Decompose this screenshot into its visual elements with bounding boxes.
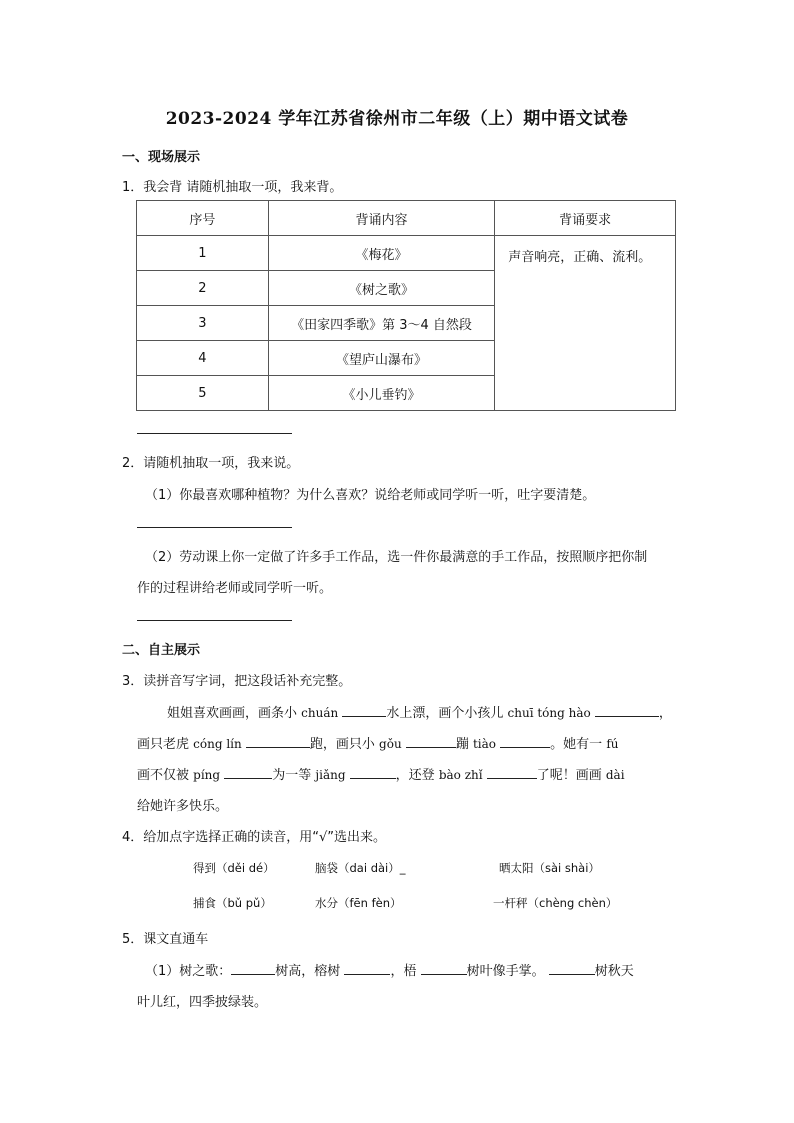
- pinyin-hint: chuán: [301, 706, 339, 720]
- answer-blank[interactable]: [350, 766, 396, 779]
- row-number: 2: [137, 271, 269, 306]
- header-number: 序号: [137, 201, 269, 236]
- requirement-cell: 声音响亮，正确、流利。: [495, 236, 676, 411]
- pronunciation-option[interactable]: 一杆秤（chèng chèn）: [493, 896, 618, 910]
- answer-blank[interactable]: [549, 962, 595, 975]
- row-content: 《田家四季歌》第 3～4 自然段: [268, 306, 495, 341]
- row-content: 《小儿垂钓》: [268, 376, 495, 411]
- answer-blank[interactable]: [342, 704, 386, 717]
- answer-blank[interactable]: [595, 704, 659, 717]
- pinyin-hint: cóng lín: [193, 737, 242, 751]
- question-2-sub2-line2: 作的过程讲给老师或同学听一听。: [137, 581, 333, 596]
- pronunciation-option[interactable]: 捕食（bǔ pǔ）: [193, 896, 272, 910]
- q3-text: 了呢！画画: [536, 768, 602, 783]
- answer-blank[interactable]: [231, 962, 275, 975]
- q5-text: 树叶像手掌。: [466, 964, 545, 979]
- q3-line-2: [137, 733, 618, 752]
- section-heading-2: 二、自主展示: [122, 643, 201, 658]
- q3-text: 蹦: [455, 737, 469, 752]
- pronunciation-option[interactable]: 晒太阳（sài shài）: [499, 861, 600, 875]
- pinyin-hint: fú: [606, 737, 619, 751]
- question-4-stem: 4．给加点字选择正确的读音，用“√”选出来。: [122, 830, 387, 845]
- q3-text: 姐姐喜欢画画，画条小: [167, 706, 298, 721]
- row-content: 《树之歌》: [268, 271, 495, 306]
- answer-blank[interactable]: [500, 735, 550, 748]
- q3-line-4: 给她许多快乐。: [137, 799, 229, 814]
- table-header-row: [137, 201, 676, 236]
- table-row: [137, 236, 676, 271]
- row-number: 4: [137, 341, 269, 376]
- recitation-table: [136, 200, 676, 411]
- pinyin-hint: píng: [193, 768, 221, 782]
- question-3-stem: 3．读拼音写字词，把这段话补充完整。: [122, 674, 352, 689]
- question-2-sub1: （1）你最喜欢哪种植物？为什么喜欢？说给老师或同学听一听，吐字要清楚。: [145, 488, 596, 503]
- header-requirement: 背诵要求: [495, 201, 676, 236]
- q3-line-3: [137, 764, 625, 783]
- answer-blank[interactable]: [406, 735, 456, 748]
- pinyin-hint: chuī tóng hào: [507, 706, 591, 720]
- answer-blank[interactable]: [421, 962, 467, 975]
- answer-line[interactable]: [137, 433, 292, 434]
- row-number: 5: [137, 376, 269, 411]
- row-content: 《望庐山瀑布》: [268, 341, 495, 376]
- q5-line-2: 叶儿红，四季披绿装。: [137, 995, 268, 1010]
- pinyin-hint: gǒu: [379, 737, 402, 751]
- page-title: 2023-2024 学年江苏省徐州市二年级（上）期中语文试卷: [165, 109, 629, 129]
- q5-text: （1）树之歌：: [145, 964, 232, 979]
- answer-blank[interactable]: [344, 962, 390, 975]
- q3-line-1: [167, 702, 672, 721]
- q3-text: 为一等: [272, 768, 312, 783]
- q5-text: 树秋天: [594, 964, 634, 979]
- pinyin-hint: bào zhǐ: [438, 768, 483, 782]
- q3-text: 画不仅被: [137, 768, 190, 783]
- row-content: 《梅花》: [268, 236, 495, 271]
- pronunciation-option[interactable]: 得到（děi dé）: [193, 861, 275, 875]
- question-1-stem: 1．我会背 请随机抽取一项，我来背。: [122, 180, 343, 195]
- section-heading-1: 一、现场展示: [122, 150, 201, 165]
- answer-blank[interactable]: [487, 766, 537, 779]
- header-content: 背诵内容: [268, 201, 495, 236]
- answer-blank[interactable]: [224, 766, 272, 779]
- pronunciation-option[interactable]: 水分（fēn fèn）: [315, 896, 402, 910]
- question-2-sub2-line1: （2）劳动课上你一定做了许多手工作品，选一件你最满意的手工作品，按照顺序把你制: [145, 550, 648, 565]
- q3-text: 水上漂，画个小孩儿: [386, 706, 504, 721]
- q3-text: ，: [658, 706, 672, 721]
- row-number: 1: [137, 236, 269, 271]
- pronunciation-option[interactable]: 脑袋（dai dài）_: [315, 861, 406, 875]
- pinyin-hint: tiào: [472, 737, 497, 751]
- answer-line[interactable]: [137, 527, 292, 528]
- q5-text: 树高，榕树: [275, 964, 341, 979]
- q5-line-1: [145, 960, 634, 979]
- answer-line[interactable]: [137, 620, 292, 621]
- row-number: 3: [137, 306, 269, 341]
- answer-blank[interactable]: [246, 735, 310, 748]
- q3-text: 。她有一: [550, 737, 603, 752]
- q3-text: ，还登: [395, 768, 435, 783]
- q3-text: 跑，画只小: [309, 737, 375, 752]
- q3-text: 画只老虎: [137, 737, 190, 752]
- question-5-stem: 5．课文直通车: [122, 932, 209, 947]
- pinyin-hint: jiǎng: [315, 768, 346, 782]
- question-2-stem: 2．请随机抽取一项，我来说。: [122, 456, 300, 471]
- pinyin-hint: dài: [605, 768, 625, 782]
- q5-text: ，梧: [390, 964, 417, 979]
